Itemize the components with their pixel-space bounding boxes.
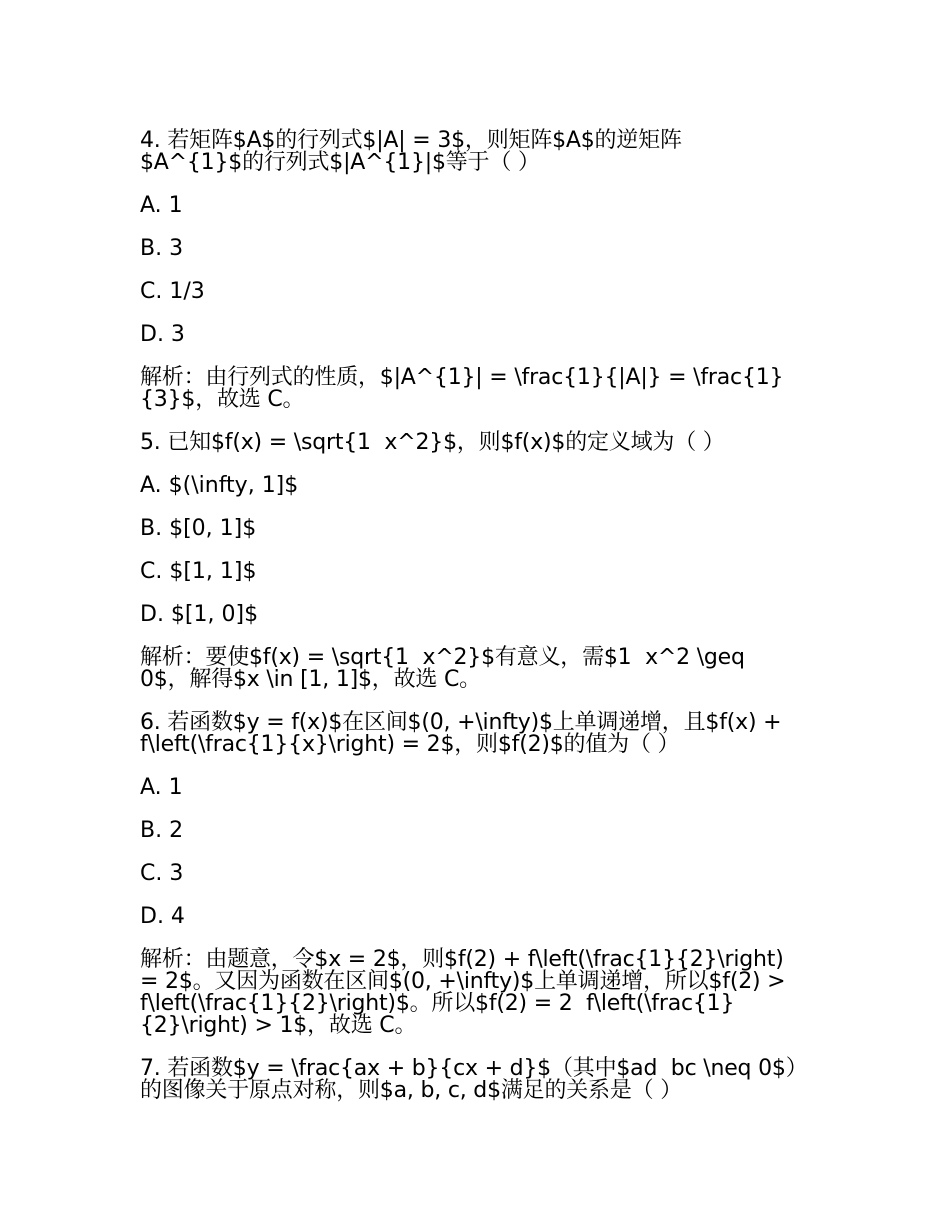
- question-5-option-a: A. $(\infty, 1]$: [140, 473, 299, 498]
- question-6-option-a: A. 1: [140, 775, 183, 800]
- question-4-option-b: B. 3: [140, 236, 184, 261]
- question-6-option-d: D. 4: [140, 904, 185, 929]
- question-4-stem: 4. 若矩阵$A$的行列式$|A| = 3$，则矩阵$A$的逆矩阵$A^{1}$的行列式$|A^{1}|$等于（ ）: [140, 128, 682, 175]
- document-page: [140, 130, 800, 1123]
- question-4-analysis: 解析：由行列式的性质，$|A^{1}| = \frac{1}{|A|} = \frac{1}{3}$，故选 C。: [140, 365, 784, 412]
- question-6-analysis: 解析：由题意，令$x = 2$，则$f(2) + f\left(\frac{1}{2}\right) = 2$。又因为函数在区间$(0, +\infty)$上单调递增，所以$f(2) > f\left(\frac{1}{2}\right)$。所以$f(2) = 2 f\left(\frac{1}{2}\right) > 1$，故选 C。: [140, 947, 793, 1038]
- question-5-option-d: D. $[1, 0]$: [140, 602, 259, 627]
- question-4-option-a: A. 1: [140, 193, 183, 218]
- question-6-option-c: C. 3: [140, 861, 184, 886]
- question-6-stem: 6. 若函数$y = f(x)$在区间$(0, +\infty)$上单调递增，且$f(x) + f\left(\frac{1}{x}\right) = 2$，则$f(2)$的值为（ ）: [140, 710, 789, 757]
- question-5-option-b: B. $[0, 1]$: [140, 516, 257, 541]
- question-5-analysis: 解析：要使$f(x) = \sqrt{1 x^2}$有意义，需$1 x^2 \geq 0$，解得$x \in [1, 1]$，故选 C。: [140, 645, 752, 692]
- question-4-option-c: C. 1/3: [140, 279, 205, 304]
- question-5-stem: 5. 已知$f(x) = \sqrt{1 x^2}$，则$f(x)$的定义域为（ ）: [140, 430, 725, 455]
- question-4-option-d: D. 3: [140, 322, 185, 347]
- question-7-stem: 7. 若函数$y = \frac{ax + b}{cx + d}$（其中$ad bc \neq 0$）的图像关于原点对称，则$a, b, c, d$满足的关系是（ ）: [140, 1056, 797, 1103]
- question-5-option-c: C. $[1, 1]$: [140, 559, 257, 584]
- question-6-option-b: B. 2: [140, 818, 184, 843]
